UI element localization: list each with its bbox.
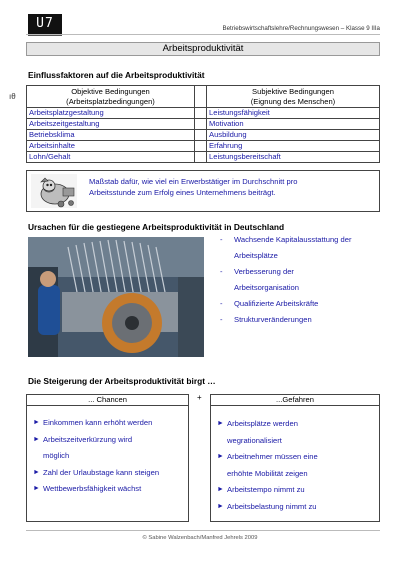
table-gap xyxy=(195,119,207,130)
danger-line: Arbeitsplätze werden xyxy=(227,419,298,428)
cartoon-worker-icon xyxy=(31,174,77,208)
arrow-right-icon: ► xyxy=(33,485,40,492)
danger-line: Arbeitstempo nimmt zu xyxy=(227,485,305,494)
list-item xyxy=(31,415,184,432)
list-item xyxy=(216,232,384,264)
table-row xyxy=(27,152,380,163)
arrow-right-icon: ► xyxy=(33,468,40,476)
table-row xyxy=(27,141,380,152)
chance-line: Wettbewerbsfähigkeit wächst xyxy=(43,484,142,493)
reason-line: Arbeitsorganisation xyxy=(234,283,300,292)
table-row xyxy=(27,130,380,141)
chance-line: Arbeitszeitverkürzung wird xyxy=(43,434,133,444)
danger-line: Arbeitsbelastung nimmt zu xyxy=(227,501,317,511)
objective-header-title: Objektive Bedingungen xyxy=(71,87,150,96)
arrow-right-icon: ► xyxy=(217,420,224,427)
dangers-title: ...Gefahren xyxy=(211,395,379,406)
chances-title: ... Chancen xyxy=(27,395,188,406)
subjective-cell: Motivation xyxy=(207,119,380,130)
page-title: Arbeitsproduktivität xyxy=(26,42,380,56)
list-item xyxy=(215,482,375,499)
reasons-heading: Ursachen für die gestiegene Arbeitsproduktivität in Deutschland xyxy=(28,222,285,232)
arrow-right-icon: ► xyxy=(217,502,224,510)
subjective-header-subtitle: (Eignung des Menschen) xyxy=(250,96,336,106)
list-item xyxy=(216,264,384,296)
chances-list xyxy=(27,406,188,498)
reason-line: Strukturveränderungen xyxy=(234,315,312,324)
dangers-list xyxy=(211,406,379,515)
danger-line: wegrationalisiert xyxy=(227,435,282,445)
table-row xyxy=(27,119,380,130)
definition-text xyxy=(89,176,369,198)
subjective-cell: Erfahrung xyxy=(207,141,380,152)
list-item xyxy=(216,312,384,328)
subjective-column-header xyxy=(207,86,380,108)
chances-box xyxy=(26,394,189,522)
subjective-header-title: Subjektive Bedingungen xyxy=(252,87,334,96)
table-gap xyxy=(195,152,207,163)
arrow-right-icon: ► xyxy=(217,453,224,460)
table-gap xyxy=(195,141,207,152)
dangers-box xyxy=(210,394,380,522)
subjective-cell: Leistungsbereitschaft xyxy=(207,152,380,163)
definition-line: Maßstab dafür, wie viel ein Erwerbstätiger im Durchschnitt pro xyxy=(89,177,298,186)
objective-cell: Arbeitszeitgestaltung xyxy=(27,119,195,130)
table-gap xyxy=(195,86,207,108)
dash-icon: - xyxy=(220,299,223,308)
reason-line: Arbeitsplätze xyxy=(234,251,278,260)
plus-sign: + xyxy=(197,393,202,402)
consequences-heading: Die Steigerung der Arbeitsproduktivität birgt … xyxy=(28,376,216,386)
reasons-list xyxy=(216,232,384,328)
table-gap xyxy=(195,130,207,141)
objective-cell: Betriebsklima xyxy=(27,130,195,141)
factory-machine-photo xyxy=(28,237,204,357)
definition-box xyxy=(26,170,380,212)
reason-line: Verbesserung der xyxy=(234,267,294,276)
list-item xyxy=(31,481,184,498)
dash-icon: - xyxy=(220,235,223,244)
margin-mark-icon: ıθ xyxy=(9,92,16,101)
subjective-cell: Ausbildung xyxy=(207,130,380,141)
objective-cell: Arbeitsinhalte xyxy=(27,141,195,152)
objective-header-subtitle: (Arbeitsplatzbedingungen) xyxy=(66,96,155,106)
chance-line: Zahl der Urlaubstage kann steigen xyxy=(43,467,160,477)
definition-line: Arbeitsstunde zum Erfolg eines Unternehmens beiträgt. xyxy=(89,188,276,197)
objective-cell: Lohn/Gehalt xyxy=(27,152,195,163)
objective-column-header xyxy=(27,86,195,108)
reason-line: Qualifizierte Arbeitskräfte xyxy=(234,299,319,308)
table-row xyxy=(27,108,380,119)
list-item xyxy=(31,465,184,482)
table-gap xyxy=(195,108,207,119)
arrow-right-icon: ► xyxy=(33,419,40,426)
course-logo: U7 xyxy=(28,14,62,34)
list-item xyxy=(215,449,375,482)
list-item xyxy=(215,416,375,449)
reason-line: Wachsende Kapitalausstattung der xyxy=(234,235,352,244)
factors-heading: Einflussfaktoren auf die Arbeitsproduktivität xyxy=(28,70,205,80)
list-item xyxy=(216,296,384,312)
footer-divider xyxy=(26,530,380,531)
factors-table xyxy=(26,85,380,163)
chance-line: Einkommen kann erhöht werden xyxy=(43,418,153,427)
header-divider xyxy=(26,34,380,35)
danger-line: Arbeitnehmer müssen eine xyxy=(227,452,318,461)
dash-icon: - xyxy=(220,267,223,276)
course-subtitle: Betriebswirtschaftslehre/Rechnungswesen – Klasse 9 IIIa xyxy=(222,25,380,32)
list-item xyxy=(215,499,375,516)
danger-line: erhöhte Mobilität zeigen xyxy=(227,468,308,478)
arrow-right-icon: ► xyxy=(33,435,40,443)
dash-icon: - xyxy=(220,315,223,324)
chance-line: möglich xyxy=(43,451,70,460)
objective-cell: Arbeitsplatzgestaltung xyxy=(27,108,195,119)
list-item xyxy=(31,432,184,465)
arrow-right-icon: ► xyxy=(217,486,224,493)
copyright-footer: © Sabine Walzenbach/Manfred Jehrels 2009 xyxy=(142,535,258,541)
factors-table-header xyxy=(27,86,380,108)
subjective-cell: Leistungsfähigkeit xyxy=(207,108,380,119)
